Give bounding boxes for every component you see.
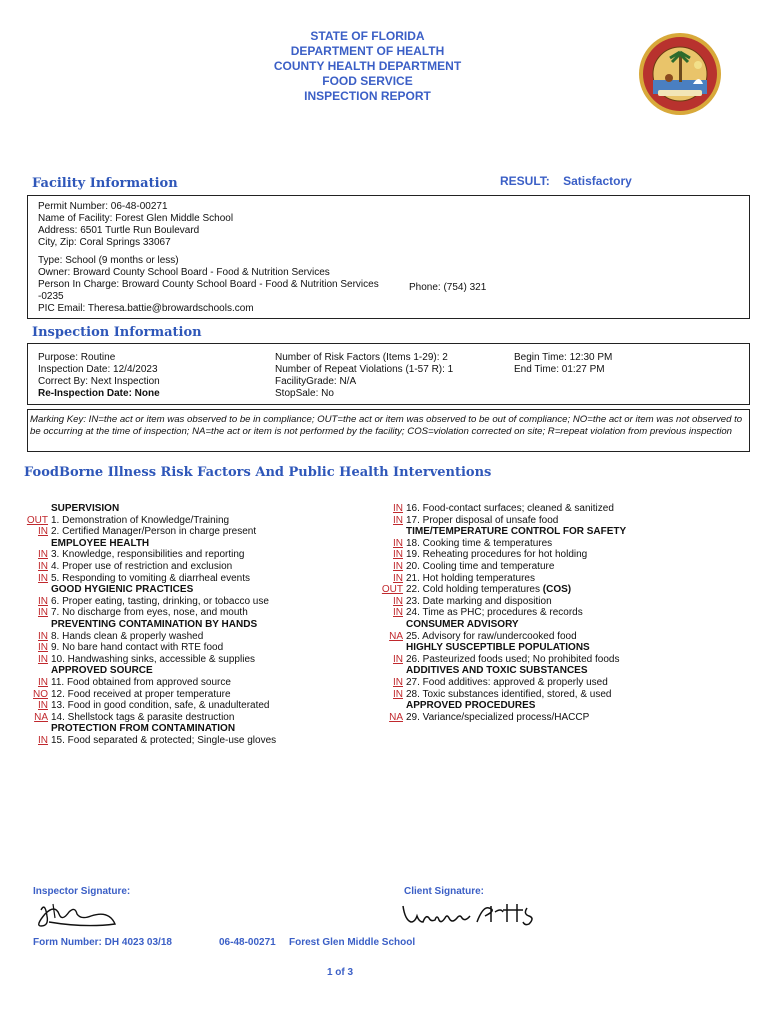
compliance-code: NA bbox=[389, 711, 403, 723]
item-label: 14. Shellstock tags & parasite destruction bbox=[51, 711, 235, 723]
item-label: 17. Proper disposal of unsafe food bbox=[406, 514, 559, 526]
inspection-purpose: Purpose: Routine bbox=[38, 352, 116, 363]
category-label: TIME/TEMPERATURE CONTROL FOR SAFETY bbox=[406, 526, 627, 538]
inspection-section-title: Inspection Information bbox=[32, 325, 202, 340]
repeat-violation-count: Number of Repeat Violations (1-57 R): 1 bbox=[275, 364, 454, 375]
inspector-signature-label: Inspector Signature: bbox=[33, 886, 131, 897]
inspection-item-right bbox=[375, 515, 755, 527]
item-label: 2. Certified Manager/Person in charge present bbox=[51, 526, 257, 538]
compliance-code: IN bbox=[38, 734, 48, 746]
footer-permit: 06-48-00271 bbox=[219, 937, 276, 948]
header-line-2: DEPARTMENT OF HEALTH bbox=[290, 44, 445, 58]
inspection-col-2 bbox=[275, 352, 453, 400]
item-label: 6. Proper eating, tasting, drinking, or tobacco use bbox=[51, 595, 269, 607]
result-label-text: RESULT: bbox=[500, 174, 550, 188]
item-label: 18. Cooking time & temperatures bbox=[406, 537, 553, 549]
facility-section-title: Facility Information bbox=[32, 176, 178, 191]
compliance-code: IN bbox=[393, 595, 403, 607]
item-label: 11. Food obtained from approved source bbox=[51, 676, 231, 688]
category-heading-right bbox=[375, 642, 755, 654]
inspection-item-left bbox=[20, 573, 380, 585]
pic-email: PIC Email: Theresa.battie@browardschools.com bbox=[38, 303, 254, 314]
item-label: 26. Pasteurized foods used; No prohibited foods bbox=[406, 653, 620, 665]
inspection-item-right bbox=[375, 712, 755, 724]
inspection-item-left bbox=[20, 607, 380, 619]
page-number: 1 of 3 bbox=[326, 967, 354, 978]
inspection-item-right bbox=[375, 573, 755, 585]
compliance-code: OUT bbox=[26, 514, 48, 526]
inspection-item-left bbox=[20, 712, 380, 724]
inspection-item-left bbox=[20, 631, 380, 643]
client-signature bbox=[399, 898, 564, 930]
inspection-item-left bbox=[20, 735, 380, 747]
stop-sale: StopSale: No bbox=[275, 388, 334, 399]
client-signature-label: Client Signature: bbox=[404, 886, 485, 897]
marking-key: Marking Key: IN=the act or item was observed to be in compliance; OUT=the act or item was observed to be out of compliance; NO=the act or item was not observed to be occurring at the time of inspection; NA=the act or item is not performed by the facility; COS=violation corrected on site; R=repeat violation from previous inspection bbox=[27, 409, 750, 452]
compliance-code: OUT bbox=[381, 584, 403, 596]
item-label: 21. Hot holding temperatures bbox=[406, 572, 535, 584]
inspection-item-right bbox=[375, 689, 755, 701]
inspection-item-right bbox=[375, 538, 755, 550]
item-label: 9. No bare hand contact with RTE food bbox=[51, 642, 224, 654]
category-heading-left bbox=[20, 665, 380, 677]
foodborne-right-column bbox=[375, 503, 755, 723]
compliance-code: NO bbox=[33, 688, 48, 700]
item-label: 24. Time as PHC; procedures & records bbox=[406, 607, 583, 619]
item-label: 19. Reheating procedures for hot holding bbox=[406, 549, 588, 561]
inspection-item-left bbox=[20, 654, 380, 666]
compliance-code: IN bbox=[38, 630, 48, 642]
item-label: 1. Demonstration of Knowledge/Training bbox=[51, 514, 230, 526]
compliance-code: IN bbox=[393, 514, 403, 526]
inspection-item-right bbox=[375, 677, 755, 689]
facility-name: Name of Facility: Forest Glen Middle School bbox=[38, 213, 234, 224]
cos-marker: (COS) bbox=[539, 584, 572, 596]
item-label: 23. Date marking and disposition bbox=[406, 595, 552, 607]
inspection-item-right bbox=[375, 654, 755, 666]
category-label: ADDITIVES AND TOXIC SUBSTANCES bbox=[406, 665, 588, 677]
foodborne-left-column bbox=[20, 503, 380, 746]
facility-city-zip: City, Zip: Coral Springs 33067 bbox=[38, 237, 171, 248]
category-label: APPROVED PROCEDURES bbox=[406, 700, 536, 712]
item-label: 8. Hands clean & properly washed bbox=[51, 630, 204, 642]
foodborne-section-title: FoodBorne Illness Risk Factors And Public Health Interventions bbox=[24, 465, 492, 480]
category-label: HIGHLY SUSCEPTIBLE POPULATIONS bbox=[406, 642, 590, 654]
category-heading-left bbox=[20, 503, 380, 515]
compliance-code: IN bbox=[38, 595, 48, 607]
inspection-item-right bbox=[375, 607, 755, 619]
begin-time: Begin Time: 12:30 PM bbox=[514, 352, 613, 363]
compliance-code: NA bbox=[389, 630, 403, 642]
compliance-code: IN bbox=[38, 572, 48, 584]
compliance-code: IN bbox=[38, 560, 48, 572]
compliance-code: IN bbox=[38, 653, 48, 665]
florida-seal-icon bbox=[638, 32, 722, 116]
correct-by: Correct By: Next Inspection bbox=[38, 376, 160, 387]
compliance-code: IN bbox=[393, 549, 403, 561]
category-label: PROTECTION FROM CONTAMINATION bbox=[51, 723, 236, 735]
compliance-code: IN bbox=[393, 653, 403, 665]
result-value: Satisfactory bbox=[563, 174, 632, 188]
compliance-code: IN bbox=[38, 642, 48, 654]
inspection-item-right bbox=[375, 549, 755, 561]
inspection-info-box bbox=[27, 343, 750, 405]
item-label: 3. Knowledge, responsibilities and reporting bbox=[51, 549, 245, 561]
risk-factor-count: Number of Risk Factors (Items 1-29): 2 bbox=[275, 352, 448, 363]
inspection-item-left bbox=[20, 677, 380, 689]
form-number: Form Number: DH 4023 03/18 bbox=[33, 937, 172, 948]
category-label: APPROVED SOURCE bbox=[51, 665, 153, 677]
inspection-item-left bbox=[20, 642, 380, 654]
facility-phone: Phone: (754) 321 bbox=[409, 282, 487, 293]
report-header bbox=[0, 29, 735, 104]
item-label: 10. Handwashing sinks, accessible & supplies bbox=[51, 653, 255, 665]
item-label: 22. Cold holding temperatures bbox=[406, 584, 540, 596]
compliance-code: IN bbox=[38, 700, 48, 712]
item-label: 29. Variance/specialized process/HACCP bbox=[406, 711, 590, 723]
item-label: 13. Food in good condition, safe, & unadulterated bbox=[51, 700, 270, 712]
inspection-item-left bbox=[20, 515, 380, 527]
item-label: 28. Toxic substances identified, stored, & used bbox=[406, 688, 612, 700]
inspection-col-1 bbox=[38, 352, 160, 400]
facility-grade: FacilityGrade: N/A bbox=[275, 376, 357, 387]
reinspection-date: Re-Inspection Date: None bbox=[38, 388, 160, 399]
facility-info-box bbox=[27, 195, 750, 319]
compliance-code: IN bbox=[393, 537, 403, 549]
header-line-5: INSPECTION REPORT bbox=[304, 89, 431, 103]
inspection-item-right bbox=[375, 561, 755, 573]
category-heading-right bbox=[375, 619, 755, 631]
person-in-charge-cont: -0235 bbox=[38, 291, 64, 302]
category-heading-left bbox=[20, 619, 380, 631]
inspection-item-left bbox=[20, 526, 380, 538]
facility-address: Address: 6501 Turtle Run Boulevard bbox=[38, 225, 200, 236]
inspection-item-right bbox=[375, 584, 755, 596]
inspection-item-left bbox=[20, 689, 380, 701]
category-label: PREVENTING CONTAMINATION BY HANDS bbox=[51, 618, 258, 630]
category-heading-right bbox=[375, 700, 755, 712]
category-heading-right bbox=[375, 526, 755, 538]
inspector-signature bbox=[33, 898, 123, 930]
end-time: End Time: 01:27 PM bbox=[514, 364, 605, 375]
header-line-3: COUNTY HEALTH DEPARTMENT bbox=[273, 59, 462, 73]
header-line-4: FOOD SERVICE bbox=[322, 74, 413, 88]
inspection-item-right bbox=[375, 503, 755, 515]
compliance-code: IN bbox=[38, 676, 48, 688]
facility-type: Type: School (9 months or less) bbox=[38, 255, 179, 266]
facility-details bbox=[38, 201, 738, 315]
inspection-item-right bbox=[375, 631, 755, 643]
category-label: SUPERVISION bbox=[51, 503, 120, 514]
compliance-code: IN bbox=[393, 572, 403, 584]
item-label: 5. Responding to vomiting & diarrheal events bbox=[51, 572, 251, 584]
category-label: GOOD HYGIENIC PRACTICES bbox=[51, 584, 194, 596]
compliance-code: IN bbox=[38, 549, 48, 561]
compliance-code: IN bbox=[393, 688, 403, 700]
category-label: CONSUMER ADVISORY bbox=[406, 618, 519, 630]
compliance-code: IN bbox=[38, 607, 48, 619]
item-label: 27. Food additives: approved & properly used bbox=[406, 676, 608, 688]
compliance-code: IN bbox=[393, 676, 403, 688]
item-label: 25. Advisory for raw/undercooked food bbox=[406, 630, 577, 642]
result-label bbox=[500, 174, 632, 188]
category-heading-right bbox=[375, 665, 755, 677]
inspection-item-left bbox=[20, 549, 380, 561]
item-label: 15. Food separated & protected; Single-use gloves bbox=[51, 734, 277, 746]
compliance-code: IN bbox=[38, 526, 48, 538]
inspection-date: Inspection Date: 12/4/2023 bbox=[38, 364, 158, 375]
item-label: 20. Cooling time and temperature bbox=[406, 560, 555, 572]
header-line-1: STATE OF FLORIDA bbox=[310, 29, 425, 43]
category-heading-left bbox=[20, 584, 380, 596]
item-label: 4. Proper use of restriction and exclusion bbox=[51, 560, 233, 572]
inspection-item-left bbox=[20, 596, 380, 608]
inspection-item-right bbox=[375, 596, 755, 608]
inspection-item-left bbox=[20, 700, 380, 712]
category-label: EMPLOYEE HEALTH bbox=[51, 537, 150, 549]
inspection-col-3 bbox=[514, 352, 612, 376]
item-label: 12. Food received at proper temperature bbox=[51, 688, 231, 700]
compliance-code: IN bbox=[393, 607, 403, 619]
person-in-charge: Person In Charge: Broward County School Board - Food & Nutrition Services bbox=[38, 279, 379, 290]
compliance-code: IN bbox=[393, 560, 403, 572]
permit-number: Permit Number: 06-48-00271 bbox=[38, 201, 168, 212]
item-label: 16. Food-contact surfaces; cleaned & sanitized bbox=[406, 503, 614, 514]
category-heading-left bbox=[20, 723, 380, 735]
item-label: 7. No discharge from eyes, nose, and mouth bbox=[51, 607, 248, 619]
footer-facility: Forest Glen Middle School bbox=[289, 937, 416, 948]
facility-owner: Owner: Broward County School Board - Food & Nutrition Services bbox=[38, 267, 330, 278]
inspection-item-left bbox=[20, 561, 380, 573]
category-heading-left bbox=[20, 538, 380, 550]
compliance-code: IN bbox=[393, 503, 403, 514]
compliance-code: NA bbox=[34, 711, 48, 723]
